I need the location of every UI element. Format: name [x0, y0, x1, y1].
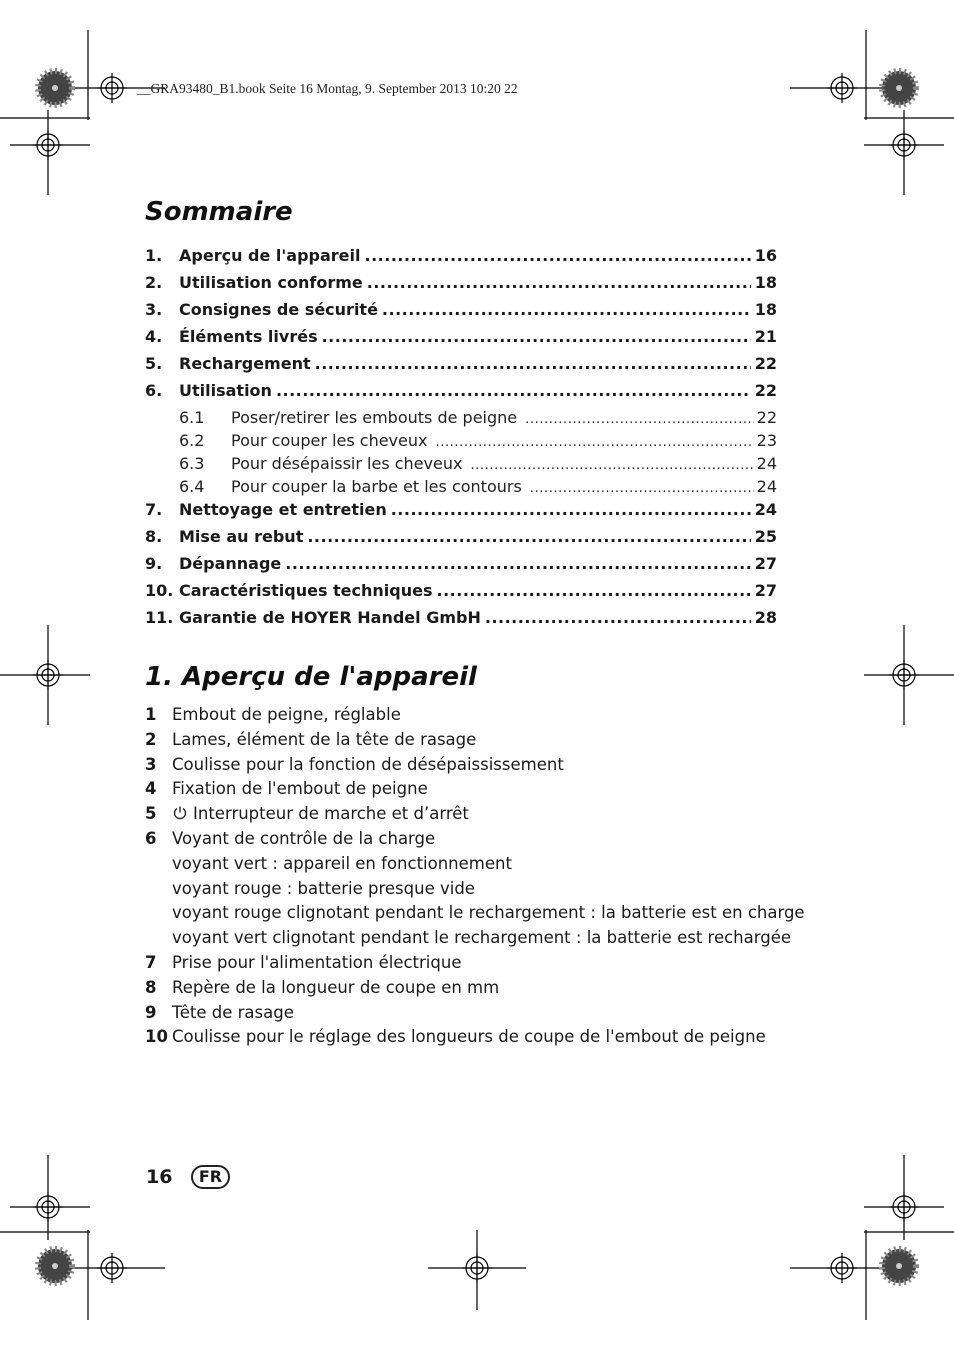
part-item [145, 777, 795, 802]
part-item [145, 703, 795, 728]
part-text: Repère de la longueur de coupe en mm [172, 977, 500, 997]
toc-entry [145, 246, 777, 273]
toc-subentry [145, 477, 777, 500]
section-title: 1. Aperçu de l'appareil [145, 662, 477, 692]
toc-entry [145, 300, 777, 327]
toc-entry-label: Caractéristiques techniques [179, 581, 433, 600]
toc-entry-label: Aperçu de l'appareil [179, 246, 361, 265]
toc-entry-page: 28 [754, 608, 777, 627]
toc-entry [145, 581, 777, 608]
toc-entry [145, 554, 777, 581]
part-number: 2 [145, 729, 157, 749]
part-text: Fixation de l'embout de peigne [172, 779, 428, 799]
part-item [145, 1025, 795, 1050]
part-number: 10 [145, 1027, 168, 1047]
toc-entry-page: 22 [754, 354, 777, 373]
part-text: Coulisse pour la fonction de désépaississement [172, 754, 564, 774]
toc-leader [525, 408, 754, 427]
toc-entry [145, 327, 777, 354]
part-number: 8 [145, 977, 157, 997]
toc-subentry [145, 454, 777, 477]
toc-leader [470, 454, 753, 473]
toc-subentry-page: 22 [756, 408, 777, 427]
toc-entry-page: 18 [754, 300, 777, 319]
toc-entry-number: 7. [145, 500, 163, 519]
toc-leader [530, 477, 754, 496]
part-text: Lames, élément de la tête de rasage [172, 729, 477, 749]
toc-entry-number: 3. [145, 300, 163, 319]
toc-subentry-label: Pour couper les cheveux [231, 431, 428, 450]
part-number: 3 [145, 754, 157, 774]
toc-entry-page: 24 [754, 500, 777, 519]
toc-entry-label: Éléments livrés [179, 327, 318, 346]
toc-entry-label: Consignes de sécurité [179, 300, 378, 319]
toc-entry-number: 5. [145, 354, 163, 373]
toc-leader [322, 327, 751, 346]
toc-entry [145, 500, 777, 527]
part-number: 1 [145, 705, 157, 724]
toc-leader [391, 500, 751, 519]
part-subline: voyant vert : appareil en fonctionnement [172, 853, 512, 873]
toc-leader [382, 300, 751, 319]
language-badge: FR [191, 1165, 230, 1189]
table-of-contents [145, 246, 777, 635]
toc-entry [145, 381, 777, 408]
toc-leader [285, 554, 750, 573]
part-subline: voyant vert clignotant pendant le rechargement : la batterie est rechargée [172, 928, 792, 948]
toc-entry-label: Nettoyage et entretien [179, 500, 387, 519]
toc-entry [145, 527, 777, 554]
toc-entry-page: 27 [754, 554, 777, 573]
toc-entry-page: 27 [754, 581, 777, 600]
part-text: Coulisse pour le réglage des longueurs de coupe de l'embout de peigne [172, 1027, 766, 1047]
toc-subentry-label: Pour couper la barbe et les contours [231, 477, 522, 496]
part-item [145, 976, 795, 1001]
part-subline: voyant rouge clignotant pendant le rechargement : la batterie est en charge [172, 903, 805, 923]
toc-entry-label: Dépannage [179, 554, 282, 573]
toc-leader [276, 381, 751, 400]
part-number: 4 [145, 779, 157, 799]
part-item [145, 827, 805, 951]
print-header: __GRA93480_B1.book Seite 16 Montag, 9. September 2013 10:20 22 [137, 81, 518, 96]
toc-subentry-page: 23 [756, 431, 777, 450]
toc-entry-label: Utilisation conforme [179, 273, 363, 292]
toc-leader [437, 581, 751, 600]
toc-entry-number: 6. [145, 381, 163, 400]
toc-entry [145, 273, 777, 300]
part-item [145, 728, 795, 753]
part-text: Voyant de contrôle de la charge [172, 828, 436, 848]
part-sublines [172, 852, 805, 951]
toc-subentry-number: 6.3 [179, 454, 205, 473]
toc-entry-label: Garantie de HOYER Handel GmbH [179, 608, 481, 627]
toc-entry [145, 608, 777, 635]
toc-entry-number: 4. [145, 327, 163, 346]
part-text: Interrupteur de marche et d’arrêt [193, 804, 469, 824]
toc-leader [367, 273, 751, 292]
toc-entry [145, 354, 777, 381]
part-number: 7 [145, 952, 157, 972]
toc-subentry-number: 6.1 [179, 408, 205, 427]
toc-entry-label: Mise au rebut [179, 527, 304, 546]
toc-entry-page: 22 [754, 381, 777, 400]
part-number: 9 [145, 1002, 157, 1022]
toc-entry-number: 9. [145, 554, 163, 573]
toc-entry-page: 25 [754, 527, 777, 546]
toc-entry-page: 16 [754, 246, 777, 265]
toc-entry-number: 10. [145, 581, 174, 600]
toc-subentry-number: 6.2 [179, 431, 205, 450]
toc-entry-number: 11. [145, 608, 174, 627]
toc-leader [315, 354, 751, 373]
toc-entry-number: 8. [145, 527, 163, 546]
toc-entry-number: 1. [145, 246, 163, 265]
part-text: Tête de rasage [172, 1002, 294, 1022]
page-number: 16 [146, 1166, 173, 1188]
parts-list [145, 703, 805, 1050]
part-subline: voyant rouge : batterie presque vide [172, 878, 475, 898]
toc-leader [365, 246, 751, 265]
part-item [145, 1001, 795, 1026]
toc-entry-label: Utilisation [179, 381, 272, 400]
toc-subentry-page: 24 [756, 454, 777, 473]
part-text: Embout de peigne, réglable [172, 705, 401, 724]
part-item [145, 951, 795, 976]
toc-entry-number: 2. [145, 273, 163, 292]
toc-subentry-page: 24 [756, 477, 777, 496]
part-text: Prise pour l'alimentation électrique [172, 952, 462, 972]
part-item [145, 753, 795, 778]
part-number: 5 [145, 804, 157, 824]
part-number: 6 [145, 828, 157, 848]
toc-leader [307, 527, 750, 546]
power-icon [172, 805, 188, 821]
toc-subentry-label: Pour désépaissir les cheveux [231, 454, 463, 473]
toc-subentry-label: Poser/retirer les embouts de peigne [231, 408, 518, 427]
toc-title: Sommaire [145, 197, 293, 227]
toc-entry-label: Rechargement [179, 354, 311, 373]
toc-subentry [145, 408, 777, 431]
part-item [145, 802, 795, 827]
toc-leader [435, 431, 753, 450]
toc-leader [485, 608, 751, 627]
toc-subentry-number: 6.4 [179, 477, 205, 496]
toc-entry-page: 21 [754, 327, 777, 346]
toc-entry-page: 18 [754, 273, 777, 292]
toc-subentry [145, 431, 777, 454]
